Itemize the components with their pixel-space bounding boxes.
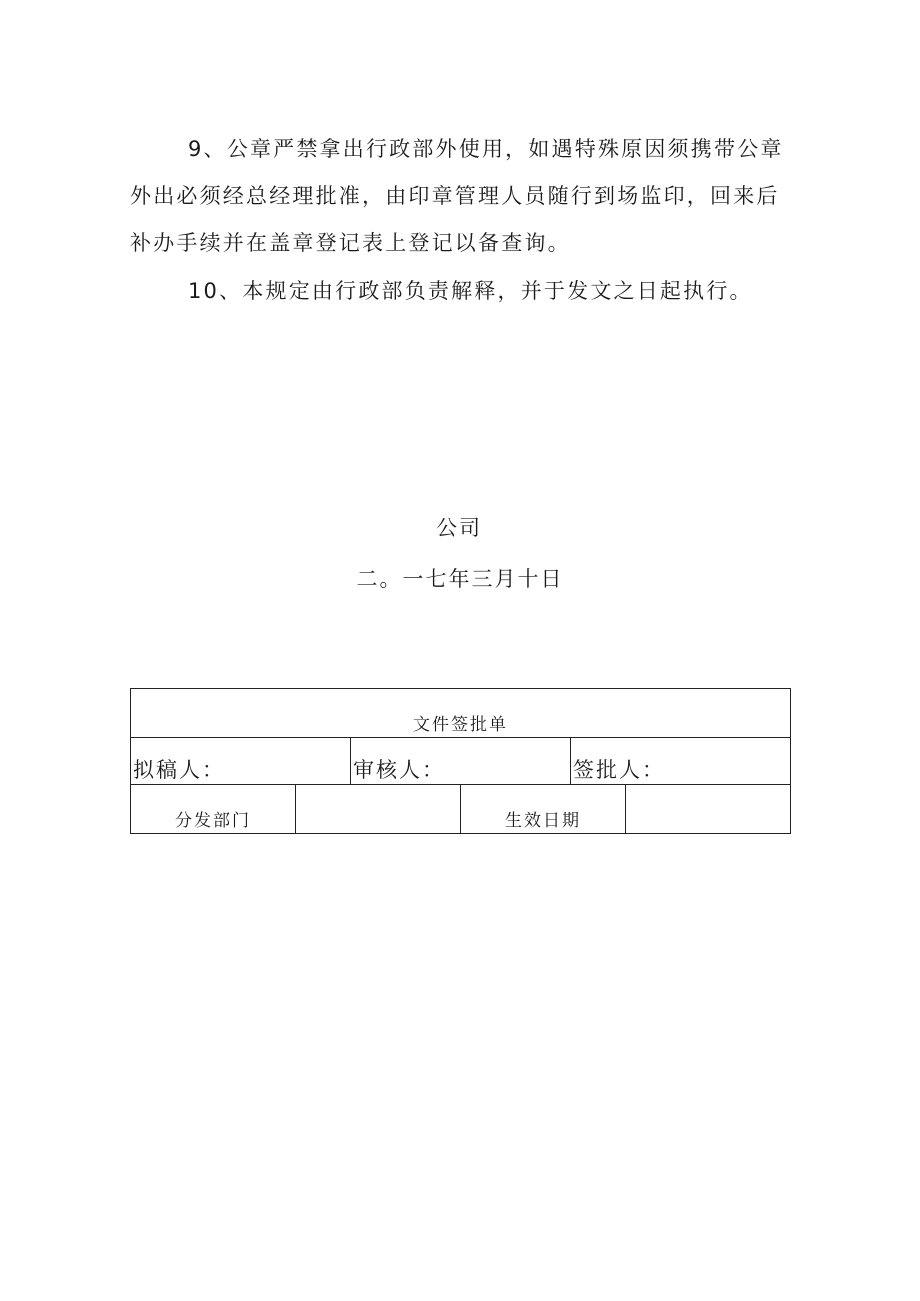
approval-form-title: 文件签批单 (131, 689, 791, 738)
paragraph-9: 9、公章严禁拿出行政部外使用，如遇特殊原因须携带公章外出必须经总经理批准，由印章管理人员随行到场监印，回来后补办手续并在盖章登记表上登记以备查询。 (130, 137, 784, 255)
effective-date-value (626, 785, 791, 834)
paragraph-10: 10、本规定由行政部负责解释，并于发文之日起执行。 (188, 279, 753, 303)
distribution-value (296, 785, 461, 834)
drafter-field: 拟稿人： (131, 738, 351, 785)
approval-form-table (130, 688, 791, 834)
issue-date: 二。一七年三月十日 (356, 567, 564, 591)
distribution-label: 分发部门 (131, 785, 296, 834)
reviewer-field: 审核人： (351, 738, 571, 785)
company-name: 公司 (436, 516, 482, 540)
effective-date-label: 生效日期 (461, 785, 626, 834)
approver-field: 签批人： (571, 738, 791, 785)
